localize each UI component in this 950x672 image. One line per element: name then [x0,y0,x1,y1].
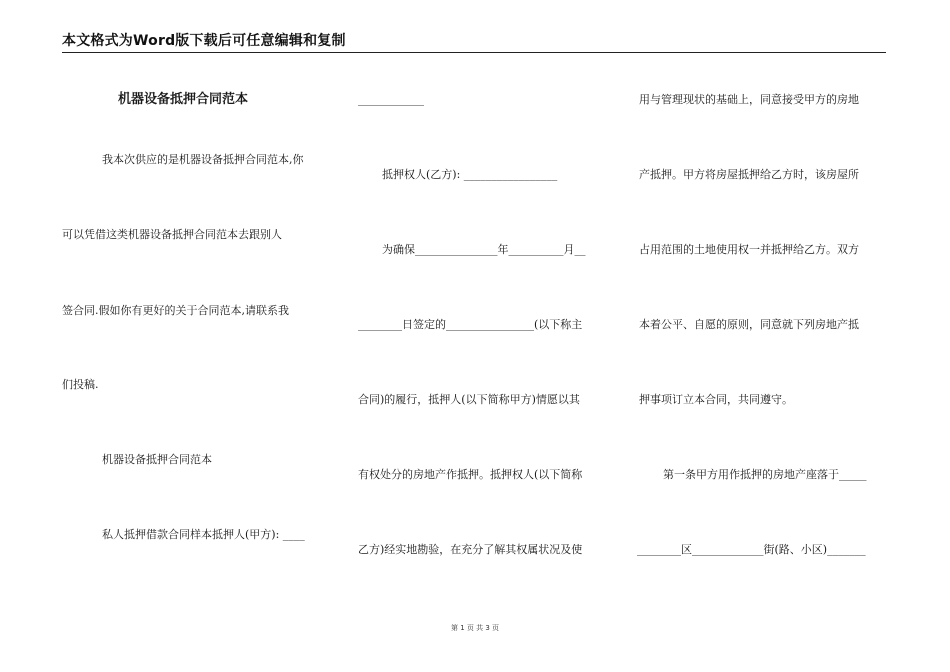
page-number: 第 1 页 共 3 页 [450,624,500,632]
paragraph-line: 产抵押。甲方将房屋抵押给乙方时，该房屋所 [639,168,859,181]
paragraph-line: ________日签定的________________(以下称主 [358,318,583,331]
paragraph-line: 第一条甲方用作抵押的房地产座落于_____ [663,468,867,481]
paragraph-line: 签合同.假如你有更好的关于合同范本,请联系我 [62,304,289,317]
paragraph-line: 用与管理现状的基础上，同意接受甲方的房地 [639,93,859,106]
paragraph-line: 可以凭借这类机器设备抵押合同范本去跟别人 [62,228,282,241]
paragraph-line: 抵押权人(乙方): _________________ [382,168,558,181]
paragraph-line: 私人抵押借款合同样本抵押人(甲方): ____ [102,528,305,541]
paragraph-line: 为确保_______________年__________月__ [382,243,586,256]
blank-line: ____________ [358,93,424,106]
paragraph-line: 占用范围的土地使用权一并抵押给乙方。双方 [639,243,859,256]
paragraph-line: ________区_____________街(路、小区)_______ [637,543,866,556]
paragraph-line: 押事项订立本合同，共同遵守。 [639,393,793,406]
header-rule [62,52,886,53]
document-title: 机器设备抵押合同范本 [118,92,249,107]
paragraph-line: 我本次供应的是机器设备抵押合同范本,你 [102,153,304,166]
paragraph-line: 乙方)经实地勘验，在充分了解其权属状况及使 [358,543,583,556]
document-header: 本文格式为Word版下载后可任意编辑和复制 [62,33,346,49]
section-heading: 机器设备抵押合同范本 [102,453,212,466]
paragraph-line: 有权处分的房地产作抵押。抵押权人(以下简称 [358,468,583,481]
paragraph-line: 合同)的履行，抵押人(以下简称甲方)情愿以其 [358,393,580,406]
paragraph-line: 本着公平、自愿的原则，同意就下列房地产抵 [639,318,859,331]
paragraph-line: 们投稿. [62,378,99,391]
